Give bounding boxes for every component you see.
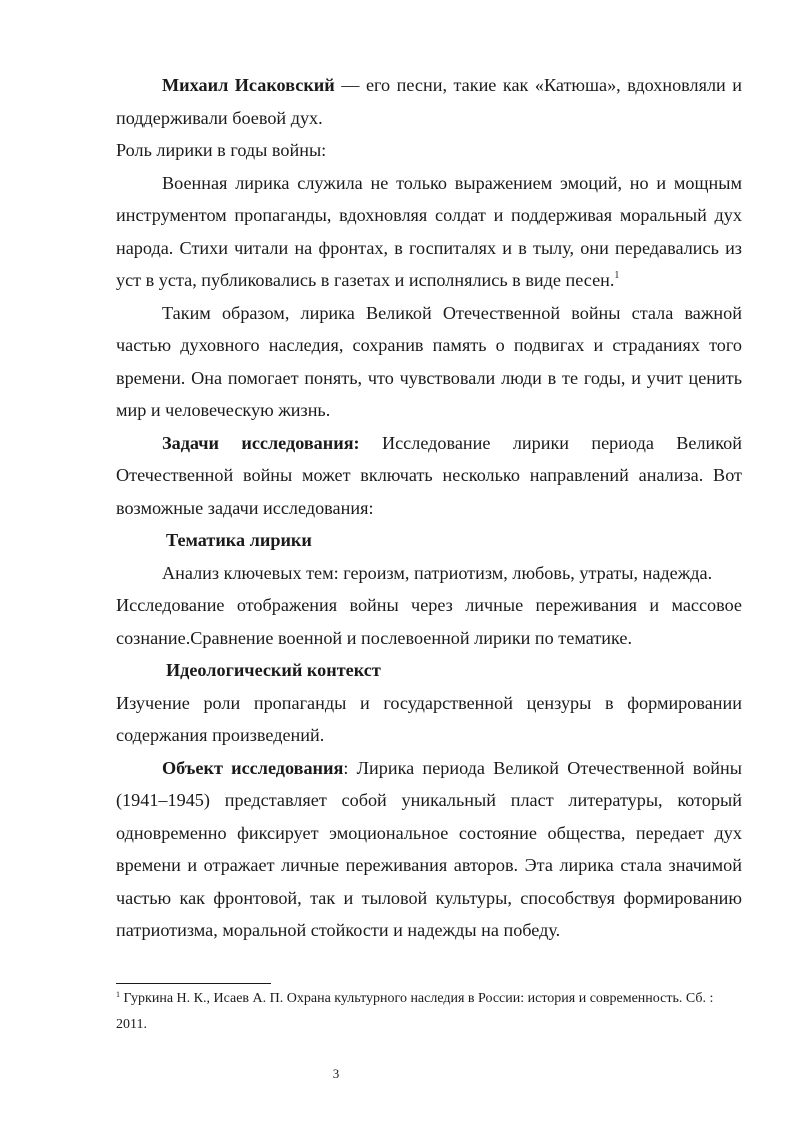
research-object-label: Объект исследования xyxy=(162,757,344,778)
isakovsky-name: Михаил Исаковский xyxy=(162,75,335,95)
paragraph-conclusion: Таким образом, лирика Великой Отечественной войны стала важной частью духовного наследия, сохранив память о подвигах и страданиях того времени. Она помогает понять, что чувствовали люди в те годы, и учит ценить мир и человеческую жизнь. xyxy=(116,302,742,420)
paragraph-research-tasks xyxy=(116,427,742,525)
paragraph-key-themes: Анализ ключевых тем: героизм, патриотизм, любовь, утраты, надежда. xyxy=(162,562,713,583)
research-tasks-label: Задачи исследования: xyxy=(162,432,360,453)
heading-ideological-context xyxy=(116,654,742,687)
paragraph-propaganda: Изучение роли пропаганды и государственной цензуры в формировании содержания произведений. xyxy=(116,692,742,745)
main-text xyxy=(116,69,742,947)
ideological-context-title: Идеологический контекст xyxy=(166,660,381,680)
footnote-mark: 1 xyxy=(116,990,120,999)
lyrics-themes-title: Тематика лирики xyxy=(166,530,312,550)
research-object-text: : Лирика периода Великой Отечественной войны (1941–1945) представляет собой уникальный пласт литературы, который одновременно фиксирует эмоциональное состояние общества, передает дух времени и отражает личные переживания авторов. Эта лирика стала значимой частью как фронтовой, так и тыловой культуры, способствуя формированию патриотизма, моральной стойкости и надежды на победу. xyxy=(116,757,742,940)
footnote xyxy=(116,986,746,1038)
footnote-separator xyxy=(116,983,271,984)
footnote-entry xyxy=(116,986,746,1038)
paragraph-role-heading: Роль лирики в годы войны: xyxy=(116,140,327,160)
page-number: 3 xyxy=(332,1066,340,1081)
paragraph-military-lyrics xyxy=(116,167,742,297)
isakovsky-text: — его песни, такие как «Катюша», вдохновляли и поддерживали боевой дух. xyxy=(116,75,743,128)
paragraph-research-object xyxy=(116,752,742,947)
footnote-text: Гуркина Н. К., Исаев А. П. Охрана культурного наследия в России: история и современность. Сб. : 2011. xyxy=(116,991,714,1032)
research-tasks-text: Исследование лирики периода Великой Отечественной войны может включать несколько направлений анализа. Вот возможные задачи исследования: xyxy=(116,432,742,518)
paragraph-war-representation: Исследование отображения войны через личные переживания и массовое сознание.Сравнение военной и послевоенной лирики по тематике. xyxy=(116,595,742,648)
paragraph-isakovsky xyxy=(116,69,742,134)
heading-lyrics-themes xyxy=(116,524,742,557)
military-lyrics-text: Военная лирика служила не только выражением эмоций, но и мощным инструментом пропаганды, вдохновляя солдат и поддерживая моральный дух народа. Стихи читали на фронтах, в госпиталях и в тылу, они передавались из уст в уста, публиковались в газетах и исполнялись в виде песен. xyxy=(116,172,742,290)
footnote-reference[interactable]: 1 xyxy=(614,270,620,281)
